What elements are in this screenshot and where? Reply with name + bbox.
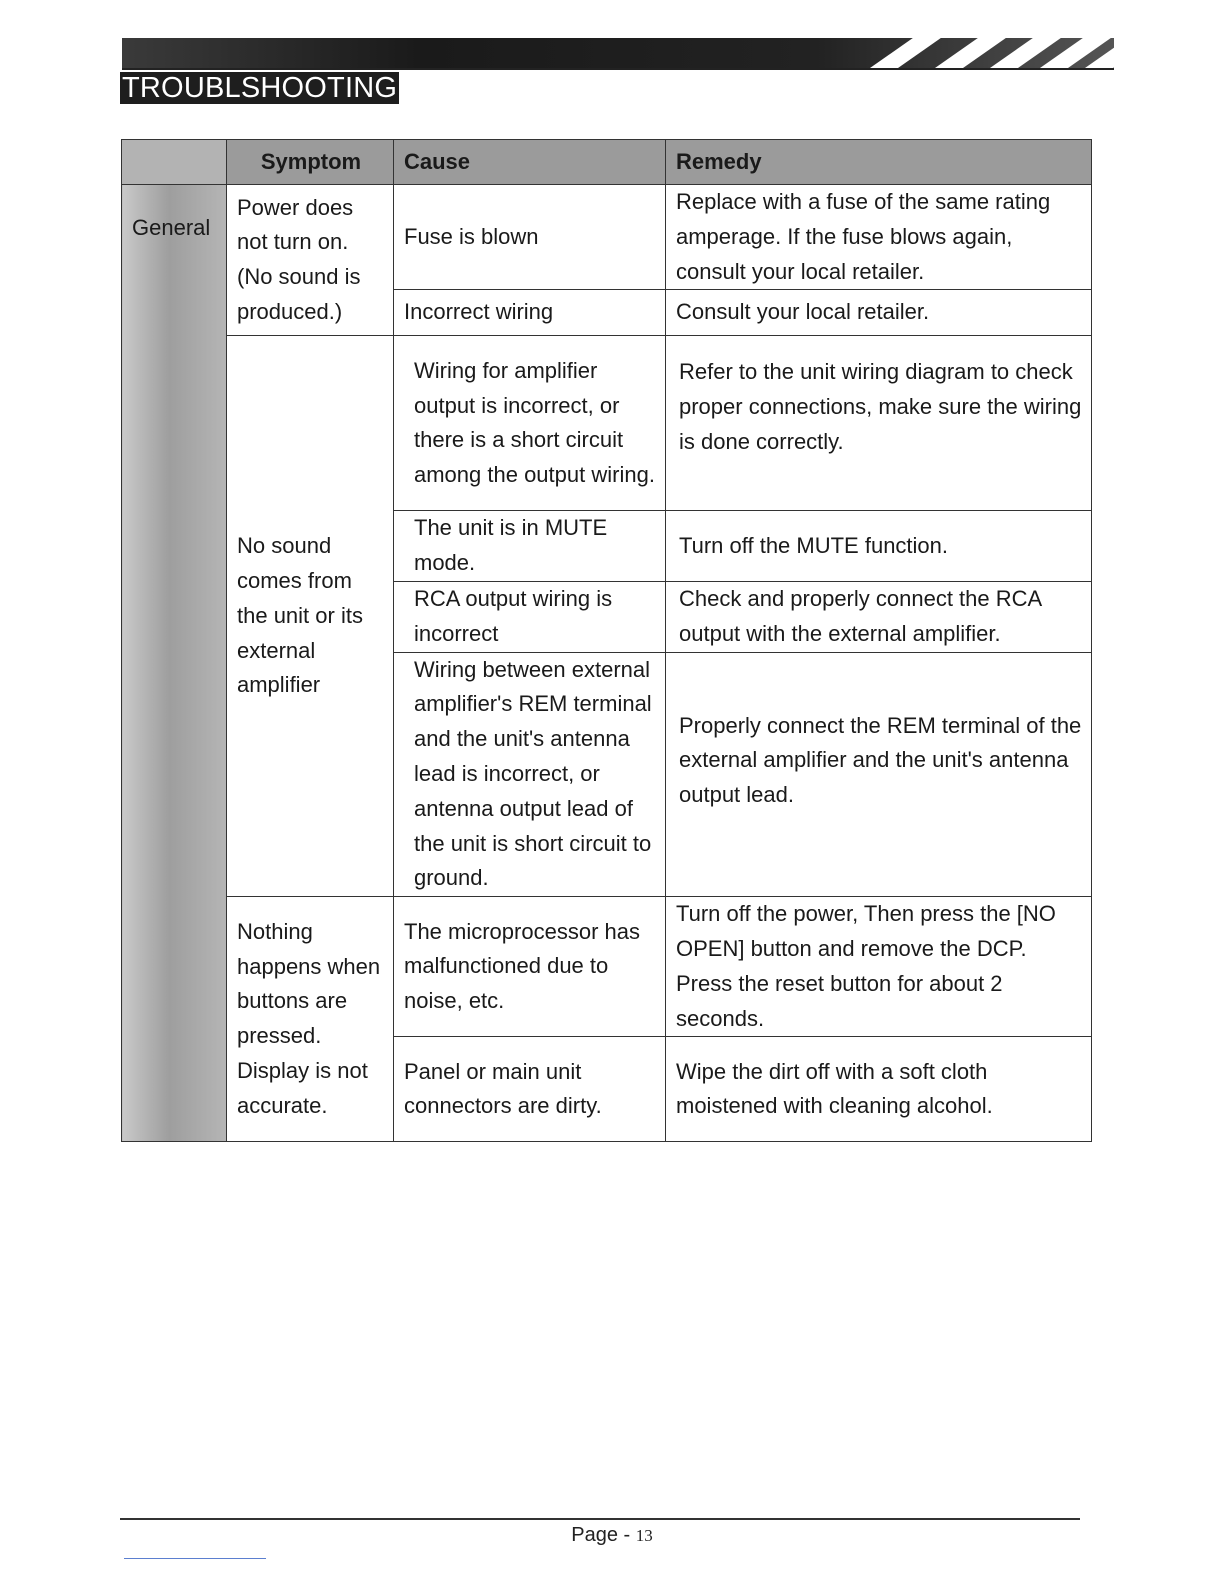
header-rule — [122, 68, 1114, 70]
page-number — [0, 1521, 1224, 1550]
cause-cell: Panel or main unit connectors are dirty. — [394, 1037, 666, 1142]
remedy-cell: Consult your local retailer. — [666, 290, 1092, 336]
cause-cell: The microprocessor has malfunctioned due to noise, etc. — [394, 897, 666, 1037]
table-header-row — [122, 140, 1092, 185]
cause-cell: Wiring for amplifier output is incorrect, or there is a short circuit among the output wiring. — [394, 336, 666, 511]
symptom-cell: No sound comes from the unit or its external amplifier — [227, 336, 394, 897]
column-header-symptom: Symptom — [227, 140, 394, 185]
header-corner-cell — [122, 140, 227, 185]
remedy-cell: Properly connect the REM terminal of the external amplifier and the unit's antenna output lead. — [666, 652, 1092, 897]
remedy-cell: Refer to the unit wiring diagram to check proper connections, make sure the wiring is done correctly. — [666, 336, 1092, 511]
footer-rule — [120, 1518, 1080, 1520]
category-cell: General — [122, 185, 227, 1142]
column-header-remedy: Remedy — [666, 140, 1092, 185]
symptom-cell: Nothing happens when buttons are pressed. Display is not accurate. — [227, 897, 394, 1142]
table-row — [122, 897, 1092, 1037]
remedy-cell: Wipe the dirt off with a soft cloth moistened with cleaning alcohol. — [666, 1037, 1092, 1142]
table-row — [122, 336, 1092, 511]
troubleshooting-table — [121, 139, 1092, 1142]
remedy-cell: Check and properly connect the RCA output with the external amplifier. — [666, 581, 1092, 652]
remedy-cell: Turn off the power, Then press the [NO OPEN] button and remove the DCP. Press the reset button for about 2 seconds. — [666, 897, 1092, 1037]
remedy-cell: Turn off the MUTE function. — [666, 511, 1092, 582]
page-number-value: 13 — [635, 1526, 653, 1545]
header-stripes — [860, 36, 1120, 70]
footer-link-underline — [124, 1558, 266, 1559]
page-label: Page - — [571, 1524, 636, 1546]
cause-cell: The unit is in MUTE mode. — [394, 511, 666, 582]
cause-cell: Wiring between external amplifier's REM terminal and the unit's antenna lead is incorrect, or antenna output lead of the unit is short circuit to ground. — [394, 652, 666, 897]
remedy-cell: Replace with a fuse of the same rating amperage. If the fuse blows again, consult your local retailer. — [666, 185, 1092, 290]
cause-cell: Incorrect wiring — [394, 290, 666, 336]
symptom-cell: Power does not turn on. (No sound is produced.) — [227, 185, 394, 336]
cause-cell: Fuse is blown — [394, 185, 666, 290]
page-title: TROUBLSHOOTING — [122, 72, 398, 104]
table-row — [122, 185, 1092, 290]
cause-cell: RCA output wiring is incorrect — [394, 581, 666, 652]
column-header-cause: Cause — [394, 140, 666, 185]
